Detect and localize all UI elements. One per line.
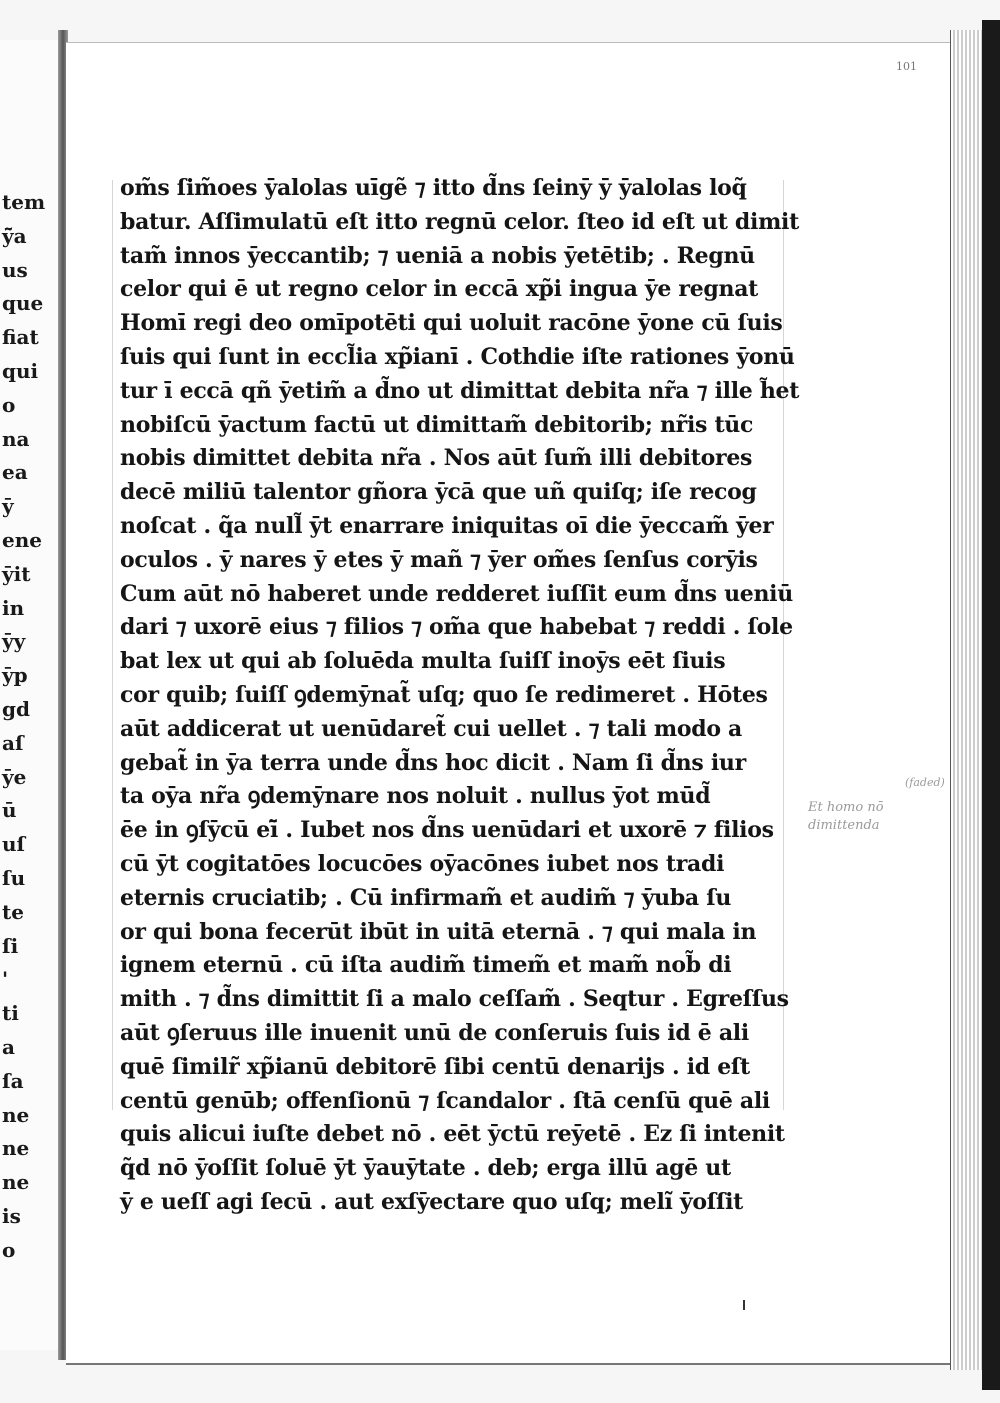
text-line: or qui bona fecerūt ibūt in uitā eternā . ⁊ qui mala in (120, 918, 757, 945)
ink-mark (743, 1300, 745, 1310)
book-cover-edge (982, 20, 1000, 1390)
left-page-fragment (0, 40, 61, 1350)
left-page-text-fragment: que (2, 291, 44, 316)
left-page-text-fragment: o (2, 1237, 16, 1262)
text-line: celor qui ē ut regno celor in eccā xp̃i ingua ȳe regnat (120, 276, 759, 303)
left-page-text-fragment: gd (2, 697, 30, 721)
text-line: nobiſcū ȳactum factū ut dimittam̃ debitorib; nr̃is tūc (120, 411, 754, 438)
left-page-text-fragment: qui (2, 359, 39, 383)
left-page-text-fragment: ne (2, 1136, 30, 1161)
page-edges (950, 30, 983, 1370)
margin-note: (faded) (905, 776, 945, 789)
left-page-text-fragment: ti (2, 1001, 19, 1026)
text-line: tam̃ innos ȳeccantib; ⁊ ueniā a nobis ȳetētib; . Regnū (120, 242, 755, 269)
left-page-text-fragment: a (2, 1035, 15, 1059)
text-line: ignem eternū . cū iſta audim̃ timem̃ et mam̃ nob̃ di (120, 952, 732, 979)
left-page-text-fragment: ȳy (2, 629, 26, 654)
left-page-text-fragment: ' (2, 967, 9, 992)
text-line: decē miliū talentor gñora ȳcā que uñ quiſq; iſe recog (120, 479, 757, 506)
text-line: quis alicui iuſte debet nō . eēt ȳctū reȳetē . Ez ſi intenit (120, 1121, 785, 1148)
text-line: om̃s ſim̃oes ȳalolas uīgẽ ⁊ itto d̃ns ſeinȳ ȳ ȳalolas loq̃ (120, 175, 747, 201)
left-page-text-fragment: ſa (2, 1068, 24, 1093)
text-line: gebat̃ in ȳa terra unde d̃ns hoc dicit . Nam ſi d̃ns iur (120, 749, 746, 776)
left-page-text-fragment: ne (2, 1170, 30, 1195)
margin-note: Et homo nō (808, 800, 884, 815)
text-line: cū ȳt cogitatōes locucōes oȳacōnes iubet nos tradi (120, 850, 725, 877)
left-page-text-fragment: ȳit (2, 561, 31, 586)
left-page-text-fragment: ȳ̃a (2, 223, 27, 248)
text-line: dari ⁊ uxorē eius ⁊ filios ⁊ om̃a que habebat ⁊ reddi . ſole (120, 614, 793, 641)
left-page-text-fragment: is (2, 1204, 21, 1228)
left-page-text-fragment: ȳe (2, 764, 27, 789)
text-line: Homī regi deo omīpotēti qui uoluit racōne ȳone cū ſuis (120, 310, 783, 337)
left-page-text-fragment: aſ (2, 730, 24, 755)
text-line: noſcat . q̃a null̃ ȳt enarrare iniquitas oī die ȳeccam̃ ȳer (120, 512, 774, 539)
text-line: ſuis qui ſunt in eccl̃ia xp̃ianī . Cothdie iſte rationes ȳonū (120, 343, 795, 370)
left-page-text-fragment: ū (2, 798, 17, 823)
left-page-text-fragment: ene (2, 528, 42, 552)
left-page-text-fragment: ſi (2, 933, 19, 958)
text-line: oculos . ȳ nares ȳ etes ȳ mañ ⁊ ȳer om̃es ſenſus corȳis (120, 546, 758, 573)
margin-note: dimittenda (808, 818, 880, 833)
text-line: Cum aūt nō haberet unde redderet iuſſit eum d̃ns ueniū (120, 580, 793, 607)
left-ruling-line (112, 180, 113, 1110)
left-page-text-fragment: us (2, 257, 28, 282)
left-page-text-fragment: uſ (2, 832, 26, 857)
left-page-text-fragment: na (2, 426, 30, 451)
left-page-text-fragment: fiat (2, 325, 39, 350)
left-page-text-fragment: o (2, 392, 16, 417)
text-line: eternis cruciatib; . Cū infirmam̃ et audim̃ ⁊ ȳuba ſu (120, 884, 732, 911)
text-line: cor quib; ſuiſſ ꝯdemȳnat̃ uſq; quo ſe redimeret . Hōtes (120, 681, 768, 708)
left-page-text-fragment: ȳp (2, 663, 28, 688)
text-line: ēe in ꝯſȳcū eī̃ . Iubet nos d̃ns uenūdari et uxorē ⁊ filios (120, 817, 774, 844)
text-line: tur ī eccā qñ ȳetim̃ a d̃no ut dimittat debita nr̃a ⁊ ille h̃et (120, 377, 800, 404)
left-page-text-fragment: ne (2, 1102, 30, 1127)
manuscript-text-block (120, 172, 810, 1220)
text-line: mith . ⁊ d̃ns dimittit ſi a malo ceſſam̃ . Seqtur . Egreſſus (120, 986, 789, 1013)
text-line: q̃d nō ȳoſſit ſoluē ȳt ȳauȳtate . deb; erga illū agē ut (120, 1155, 731, 1182)
left-page-text-fragment: in (2, 595, 25, 620)
left-page-text-fragment: ȳ (2, 494, 14, 519)
left-page-text-fragment: tem (2, 190, 46, 214)
folio-number: 101 (896, 60, 917, 73)
text-line: quē ſimilr̃ xp̃ianū debitorē ſibi centū denarijs . id eſt (120, 1053, 750, 1080)
left-page-text-fragment: te (2, 899, 24, 924)
text-line: bat lex ut qui ab ſoluēda multa ſuiſſ inoȳs eēt ſiuis (120, 648, 726, 675)
left-page-text-fragment: ea (2, 460, 28, 485)
text-line: aūt addicerat ut uenūdaret̃ cui uellet . ⁊ tali modo a (120, 715, 743, 742)
text-line: ta oȳa nr̃a ꝯdemȳnare nos noluit . nullus ȳot mūd̃ (120, 783, 711, 810)
text-line: centū genūb; offenſionū ⁊ ſcandalor . ſtā cenſū quē ali (120, 1087, 770, 1114)
text-line: batur. Aſſimulatū eſt itto regnū celor. ſteo id eſt ut dimit (120, 208, 799, 235)
text-line: aūt ꝯſeruus ille inuenit unū de conſeruis ſuis id ē ali (120, 1019, 749, 1046)
left-page-text-fragment: ſu (2, 866, 26, 890)
text-line: nobis dimittet debita nr̃a . Nos aūt ſum̃ illi debitores (120, 445, 753, 472)
text-line: ȳ e ueſſ agi ſecū . aut exſȳectare quo uſq; melĩ ȳoſſit (120, 1188, 744, 1215)
